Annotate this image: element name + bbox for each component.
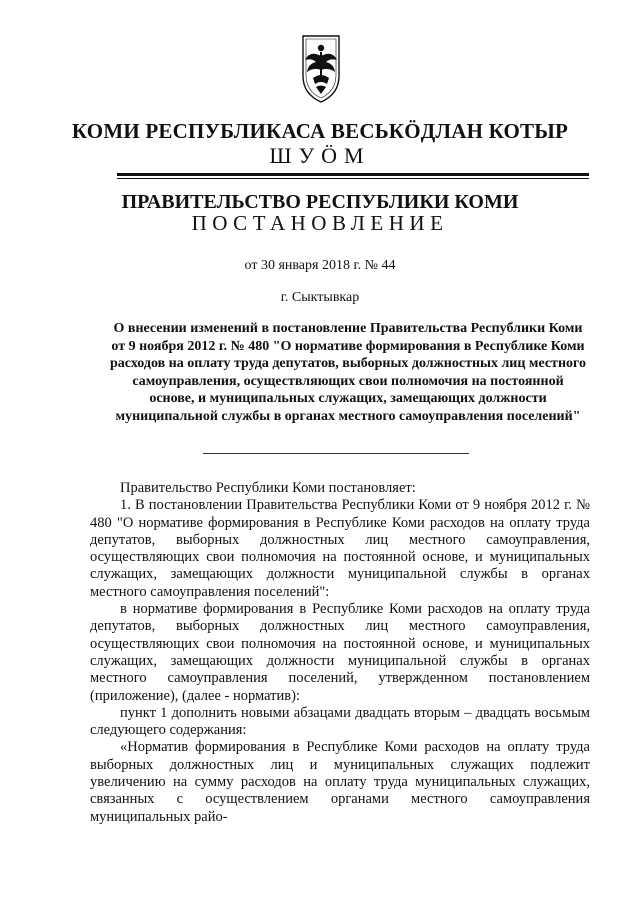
russian-government-name: ПРАВИТЕЛЬСТВО РЕСПУБЛИКИ КОМИ [121,191,519,213]
document-body [90,480,590,826]
body-paragraph-3: пункт 1 дополнить новыми абзацами двадцать вторым – двадцать восьмым следующего содержания: [90,704,590,739]
body-intro-paragraph: Правительство Республики Коми постановляет: [120,480,416,496]
komi-coat-of-arms-emblem [298,32,344,104]
russian-document-type: ПОСТАНОВЛЕНИЕ [191,211,449,235]
document-date-number: от 30 января 2018 г. № 44 [244,258,396,273]
body-paragraph-4: «Норматив формирования в Республике Коми расходов на оплату труда выборных должностных лиц и муниципальных служащих подлежит увеличению на сумму расходов на оплату труда муниципальных служащих, связанных с осуществлением органами местного самоуправления муниципальных райо- [90,739,590,825]
subject-underline [203,453,469,454]
body-paragraph-1: 1. В постановлении Правительства Республики Коми от 9 ноября 2012 г. № 480 "О нормативе формирования в Республике Коми расходов на оплату труда депутатов, выборных должностных лиц местного самоуправления, осуществляющих свои полномочия на постоянной основе, и муниципальных служащих, замещающих должности муниципальной службы в органах местного самоуправления поселений": [90,497,590,600]
komi-document-type: ШУӦМ [269,143,371,168]
komi-government-name: КОМИ РЕСПУБЛИКАСА ВЕСЬКӦДЛАН КОТЫР [71,119,569,143]
header-divider-thick [117,173,589,176]
document-city: г. Сыктывкар [280,290,360,305]
body-paragraph-2: в нормативе формирования в Республике Коми расходов на оплату труда депутатов, выборных должностных лиц местного самоуправления, осуществляющих свои полномочия на постоянной основе, и муниципальных служащих, замещающих должности муниципальной службы в органах местного самоуправления поселений, утвержденном постановлением (приложение), (далее - норматив): [90,601,590,704]
header-divider-thin [117,178,589,179]
document-subject: О внесении изменений в постановление Правительства Республики Коми от 9 ноября 2012 г. № 480 "О нормативе формирования в Республике Коми расходов на оплату труда депутатов, выборных должностных лиц местного самоуправления, осуществляющих свои полномочия на постоянной основе, и муниципальных служащих, замещающих должности муниципальной службы в органах местного самоуправления поселений" [110,321,587,424]
